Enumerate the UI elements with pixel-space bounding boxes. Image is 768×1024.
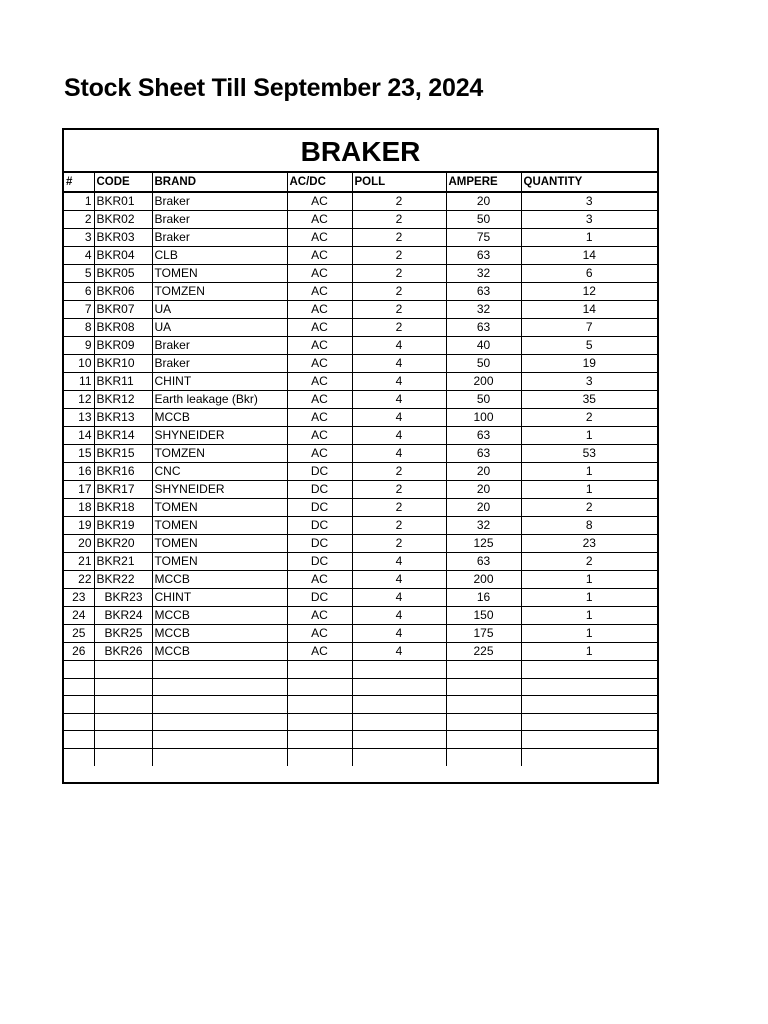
cell-ampere: 200 bbox=[446, 373, 521, 391]
table-row bbox=[64, 607, 657, 625]
cell-quantity: 35 bbox=[521, 391, 657, 409]
cell-brand: MCCB bbox=[152, 643, 287, 661]
cell-number: 18 bbox=[64, 499, 94, 517]
cell-code: BKR20 bbox=[94, 535, 152, 553]
cell-brand: CHINT bbox=[152, 373, 287, 391]
table-row bbox=[64, 391, 657, 409]
sheet-heading: BRAKER bbox=[64, 130, 657, 173]
cell-ampere: 40 bbox=[446, 337, 521, 355]
cell-acdc: DC bbox=[287, 463, 352, 481]
cell-poll: 4 bbox=[352, 553, 446, 571]
cell-code: BKR15 bbox=[94, 445, 152, 463]
empty-cell bbox=[64, 748, 94, 766]
cell-quantity: 1 bbox=[521, 481, 657, 499]
cell-number: 6 bbox=[64, 283, 94, 301]
cell-brand: MCCB bbox=[152, 607, 287, 625]
empty-cell bbox=[352, 713, 446, 731]
cell-quantity: 12 bbox=[521, 283, 657, 301]
empty-cell bbox=[352, 678, 446, 696]
empty-cell bbox=[152, 661, 287, 679]
cell-number: 1 bbox=[64, 192, 94, 211]
cell-code: BKR03 bbox=[94, 229, 152, 247]
empty-cell bbox=[94, 748, 152, 766]
cell-quantity: 23 bbox=[521, 535, 657, 553]
empty-cell bbox=[287, 696, 352, 714]
cell-quantity: 1 bbox=[521, 229, 657, 247]
cell-number: 7 bbox=[64, 301, 94, 319]
cell-number: 4 bbox=[64, 247, 94, 265]
stock-sheet bbox=[62, 128, 659, 784]
empty-cell bbox=[152, 696, 287, 714]
table-row bbox=[64, 247, 657, 265]
empty-cell bbox=[287, 713, 352, 731]
cell-ampere: 50 bbox=[446, 355, 521, 373]
cell-number: 10 bbox=[64, 355, 94, 373]
empty-cell bbox=[64, 661, 94, 679]
cell-code: BKR26 bbox=[94, 643, 152, 661]
cell-poll: 2 bbox=[352, 319, 446, 337]
cell-number: 13 bbox=[64, 409, 94, 427]
cell-ampere: 63 bbox=[446, 319, 521, 337]
cell-acdc: DC bbox=[287, 589, 352, 607]
empty-cell bbox=[521, 731, 657, 749]
cell-brand: Braker bbox=[152, 192, 287, 211]
cell-brand: UA bbox=[152, 319, 287, 337]
cell-ampere: 100 bbox=[446, 409, 521, 427]
cell-ampere: 50 bbox=[446, 211, 521, 229]
cell-code: BKR12 bbox=[94, 391, 152, 409]
cell-number: 12 bbox=[64, 391, 94, 409]
table-row bbox=[64, 553, 657, 571]
cell-brand: SHYNEIDER bbox=[152, 427, 287, 445]
empty-table-row bbox=[64, 748, 657, 766]
cell-code: BKR04 bbox=[94, 247, 152, 265]
cell-number: 21 bbox=[64, 553, 94, 571]
cell-ampere: 63 bbox=[446, 283, 521, 301]
cell-number: 15 bbox=[64, 445, 94, 463]
cell-acdc: AC bbox=[287, 643, 352, 661]
cell-acdc: AC bbox=[287, 391, 352, 409]
column-header-number: # bbox=[64, 173, 94, 192]
cell-poll: 4 bbox=[352, 607, 446, 625]
cell-quantity: 5 bbox=[521, 337, 657, 355]
cell-brand: CHINT bbox=[152, 589, 287, 607]
cell-brand: MCCB bbox=[152, 625, 287, 643]
cell-brand: Braker bbox=[152, 229, 287, 247]
cell-ampere: 225 bbox=[446, 643, 521, 661]
cell-acdc: DC bbox=[287, 517, 352, 535]
cell-poll: 2 bbox=[352, 265, 446, 283]
cell-ampere: 63 bbox=[446, 247, 521, 265]
cell-ampere: 16 bbox=[446, 589, 521, 607]
table-row bbox=[64, 463, 657, 481]
cell-brand: TOMZEN bbox=[152, 283, 287, 301]
table-row bbox=[64, 301, 657, 319]
cell-quantity: 3 bbox=[521, 192, 657, 211]
cell-poll: 4 bbox=[352, 409, 446, 427]
cell-poll: 2 bbox=[352, 211, 446, 229]
empty-table-row bbox=[64, 696, 657, 714]
column-header-poll: POLL bbox=[352, 173, 446, 192]
cell-acdc: DC bbox=[287, 499, 352, 517]
cell-code: BKR17 bbox=[94, 481, 152, 499]
table-row bbox=[64, 571, 657, 589]
cell-brand: Braker bbox=[152, 211, 287, 229]
cell-quantity: 1 bbox=[521, 571, 657, 589]
cell-ampere: 32 bbox=[446, 265, 521, 283]
empty-cell bbox=[64, 713, 94, 731]
cell-number: 17 bbox=[64, 481, 94, 499]
cell-brand: TOMEN bbox=[152, 535, 287, 553]
cell-ampere: 20 bbox=[446, 192, 521, 211]
cell-poll: 2 bbox=[352, 301, 446, 319]
cell-acdc: DC bbox=[287, 481, 352, 499]
table-row bbox=[64, 409, 657, 427]
cell-brand: Earth leakage (Bkr) bbox=[152, 391, 287, 409]
table-row bbox=[64, 319, 657, 337]
cell-code: BKR22 bbox=[94, 571, 152, 589]
empty-cell bbox=[152, 748, 287, 766]
column-header-acdc: AC/DC bbox=[287, 173, 352, 192]
table-row bbox=[64, 517, 657, 535]
table-row bbox=[64, 211, 657, 229]
column-header-quantity: QUANTITY bbox=[521, 173, 657, 192]
table-row bbox=[64, 229, 657, 247]
cell-quantity: 1 bbox=[521, 589, 657, 607]
cell-acdc: AC bbox=[287, 427, 352, 445]
cell-quantity: 1 bbox=[521, 643, 657, 661]
cell-poll: 2 bbox=[352, 229, 446, 247]
cell-acdc: AC bbox=[287, 571, 352, 589]
cell-code: BKR19 bbox=[94, 517, 152, 535]
cell-acdc: AC bbox=[287, 625, 352, 643]
header-row bbox=[64, 173, 657, 192]
cell-quantity: 14 bbox=[521, 301, 657, 319]
cell-acdc: AC bbox=[287, 192, 352, 211]
empty-cell bbox=[352, 731, 446, 749]
cell-quantity: 2 bbox=[521, 499, 657, 517]
table-row bbox=[64, 589, 657, 607]
cell-number: 22 bbox=[64, 571, 94, 589]
cell-acdc: DC bbox=[287, 553, 352, 571]
cell-quantity: 1 bbox=[521, 427, 657, 445]
empty-cell bbox=[352, 696, 446, 714]
cell-quantity: 3 bbox=[521, 211, 657, 229]
cell-code: BKR16 bbox=[94, 463, 152, 481]
empty-cell bbox=[352, 661, 446, 679]
cell-code: BKR18 bbox=[94, 499, 152, 517]
cell-ampere: 75 bbox=[446, 229, 521, 247]
cell-quantity: 3 bbox=[521, 373, 657, 391]
cell-poll: 4 bbox=[352, 571, 446, 589]
cell-number: 24 bbox=[64, 607, 94, 625]
cell-acdc: AC bbox=[287, 265, 352, 283]
cell-poll: 2 bbox=[352, 481, 446, 499]
empty-cell bbox=[521, 748, 657, 766]
cell-poll: 4 bbox=[352, 337, 446, 355]
stock-table bbox=[64, 173, 657, 766]
cell-number: 19 bbox=[64, 517, 94, 535]
cell-number: 8 bbox=[64, 319, 94, 337]
cell-brand: Braker bbox=[152, 355, 287, 373]
cell-ampere: 175 bbox=[446, 625, 521, 643]
empty-cell bbox=[446, 696, 521, 714]
cell-quantity: 14 bbox=[521, 247, 657, 265]
cell-number: 20 bbox=[64, 535, 94, 553]
cell-quantity: 53 bbox=[521, 445, 657, 463]
empty-cell bbox=[64, 678, 94, 696]
cell-ampere: 32 bbox=[446, 301, 521, 319]
cell-ampere: 20 bbox=[446, 463, 521, 481]
empty-cell bbox=[64, 696, 94, 714]
empty-cell bbox=[152, 731, 287, 749]
cell-code: BKR08 bbox=[94, 319, 152, 337]
cell-poll: 4 bbox=[352, 391, 446, 409]
cell-acdc: AC bbox=[287, 409, 352, 427]
table-row bbox=[64, 427, 657, 445]
cell-poll: 2 bbox=[352, 283, 446, 301]
table-row bbox=[64, 265, 657, 283]
table-row bbox=[64, 481, 657, 499]
cell-acdc: AC bbox=[287, 445, 352, 463]
cell-brand: MCCB bbox=[152, 571, 287, 589]
cell-acdc: AC bbox=[287, 337, 352, 355]
cell-brand: TOMEN bbox=[152, 265, 287, 283]
cell-number: 9 bbox=[64, 337, 94, 355]
cell-poll: 4 bbox=[352, 445, 446, 463]
cell-brand: TOMZEN bbox=[152, 445, 287, 463]
empty-table-row bbox=[64, 713, 657, 731]
empty-cell bbox=[94, 713, 152, 731]
cell-brand: Braker bbox=[152, 337, 287, 355]
cell-ampere: 20 bbox=[446, 481, 521, 499]
cell-brand: TOMEN bbox=[152, 499, 287, 517]
cell-number: 11 bbox=[64, 373, 94, 391]
empty-cell bbox=[287, 678, 352, 696]
empty-cell bbox=[94, 678, 152, 696]
cell-number: 23 bbox=[64, 589, 94, 607]
cell-poll: 2 bbox=[352, 247, 446, 265]
cell-poll: 2 bbox=[352, 463, 446, 481]
cell-code: BKR09 bbox=[94, 337, 152, 355]
cell-brand: UA bbox=[152, 301, 287, 319]
cell-code: BKR10 bbox=[94, 355, 152, 373]
cell-code: BKR23 bbox=[94, 589, 152, 607]
cell-poll: 2 bbox=[352, 192, 446, 211]
cell-acdc: AC bbox=[287, 607, 352, 625]
cell-quantity: 1 bbox=[521, 463, 657, 481]
cell-acdc: AC bbox=[287, 319, 352, 337]
cell-number: 25 bbox=[64, 625, 94, 643]
cell-acdc: AC bbox=[287, 229, 352, 247]
column-header-brand: BRAND bbox=[152, 173, 287, 192]
cell-ampere: 20 bbox=[446, 499, 521, 517]
table-body bbox=[64, 192, 657, 766]
table-row bbox=[64, 283, 657, 301]
table-row bbox=[64, 355, 657, 373]
empty-cell bbox=[446, 713, 521, 731]
cell-number: 3 bbox=[64, 229, 94, 247]
empty-cell bbox=[287, 661, 352, 679]
cell-poll: 4 bbox=[352, 373, 446, 391]
cell-acdc: AC bbox=[287, 211, 352, 229]
page-title: Stock Sheet Till September 23, 2024 bbox=[64, 74, 484, 102]
cell-quantity: 2 bbox=[521, 409, 657, 427]
cell-ampere: 50 bbox=[446, 391, 521, 409]
cell-code: BKR02 bbox=[94, 211, 152, 229]
cell-ampere: 63 bbox=[446, 427, 521, 445]
cell-poll: 2 bbox=[352, 517, 446, 535]
table-row bbox=[64, 643, 657, 661]
empty-cell bbox=[521, 661, 657, 679]
cell-ampere: 63 bbox=[446, 445, 521, 463]
table-row bbox=[64, 625, 657, 643]
empty-cell bbox=[287, 748, 352, 766]
table-row bbox=[64, 499, 657, 517]
cell-quantity: 6 bbox=[521, 265, 657, 283]
empty-cell bbox=[94, 661, 152, 679]
cell-poll: 4 bbox=[352, 625, 446, 643]
cell-number: 26 bbox=[64, 643, 94, 661]
empty-cell bbox=[521, 713, 657, 731]
cell-ampere: 63 bbox=[446, 553, 521, 571]
table-row bbox=[64, 373, 657, 391]
cell-quantity: 8 bbox=[521, 517, 657, 535]
cell-number: 16 bbox=[64, 463, 94, 481]
cell-acdc: AC bbox=[287, 283, 352, 301]
cell-code: BKR06 bbox=[94, 283, 152, 301]
table-row bbox=[64, 337, 657, 355]
empty-table-row bbox=[64, 661, 657, 679]
cell-poll: 2 bbox=[352, 499, 446, 517]
table-row bbox=[64, 192, 657, 211]
cell-acdc: DC bbox=[287, 535, 352, 553]
empty-cell bbox=[94, 696, 152, 714]
cell-poll: 4 bbox=[352, 427, 446, 445]
cell-code: BKR14 bbox=[94, 427, 152, 445]
empty-cell bbox=[446, 748, 521, 766]
cell-brand: CLB bbox=[152, 247, 287, 265]
cell-poll: 4 bbox=[352, 643, 446, 661]
empty-cell bbox=[446, 661, 521, 679]
empty-cell bbox=[287, 731, 352, 749]
empty-cell bbox=[446, 731, 521, 749]
cell-code: BKR05 bbox=[94, 265, 152, 283]
cell-ampere: 200 bbox=[446, 571, 521, 589]
empty-cell bbox=[352, 748, 446, 766]
cell-ampere: 32 bbox=[446, 517, 521, 535]
empty-cell bbox=[64, 731, 94, 749]
cell-acdc: AC bbox=[287, 301, 352, 319]
cell-code: BKR24 bbox=[94, 607, 152, 625]
cell-code: BKR25 bbox=[94, 625, 152, 643]
cell-number: 2 bbox=[64, 211, 94, 229]
cell-number: 5 bbox=[64, 265, 94, 283]
cell-brand: MCCB bbox=[152, 409, 287, 427]
cell-code: BKR01 bbox=[94, 192, 152, 211]
column-header-ampere: AMPERE bbox=[446, 173, 521, 192]
cell-code: BKR13 bbox=[94, 409, 152, 427]
empty-cell bbox=[521, 678, 657, 696]
column-header-code: CODE bbox=[94, 173, 152, 192]
cell-code: BKR11 bbox=[94, 373, 152, 391]
cell-quantity: 1 bbox=[521, 625, 657, 643]
cell-number: 14 bbox=[64, 427, 94, 445]
empty-cell bbox=[521, 696, 657, 714]
cell-code: BKR21 bbox=[94, 553, 152, 571]
cell-quantity: 1 bbox=[521, 607, 657, 625]
empty-table-row bbox=[64, 731, 657, 749]
cell-ampere: 150 bbox=[446, 607, 521, 625]
cell-quantity: 7 bbox=[521, 319, 657, 337]
cell-poll: 2 bbox=[352, 535, 446, 553]
cell-acdc: AC bbox=[287, 247, 352, 265]
empty-table-row bbox=[64, 678, 657, 696]
cell-code: BKR07 bbox=[94, 301, 152, 319]
cell-brand: SHYNEIDER bbox=[152, 481, 287, 499]
empty-cell bbox=[446, 678, 521, 696]
cell-ampere: 125 bbox=[446, 535, 521, 553]
cell-brand: TOMEN bbox=[152, 553, 287, 571]
cell-poll: 4 bbox=[352, 355, 446, 373]
cell-brand: TOMEN bbox=[152, 517, 287, 535]
cell-poll: 4 bbox=[352, 589, 446, 607]
cell-quantity: 2 bbox=[521, 553, 657, 571]
empty-cell bbox=[152, 678, 287, 696]
cell-brand: CNC bbox=[152, 463, 287, 481]
empty-cell bbox=[94, 731, 152, 749]
cell-quantity: 19 bbox=[521, 355, 657, 373]
table-row bbox=[64, 535, 657, 553]
empty-cell bbox=[152, 713, 287, 731]
table-row bbox=[64, 445, 657, 463]
cell-acdc: AC bbox=[287, 373, 352, 391]
cell-acdc: AC bbox=[287, 355, 352, 373]
